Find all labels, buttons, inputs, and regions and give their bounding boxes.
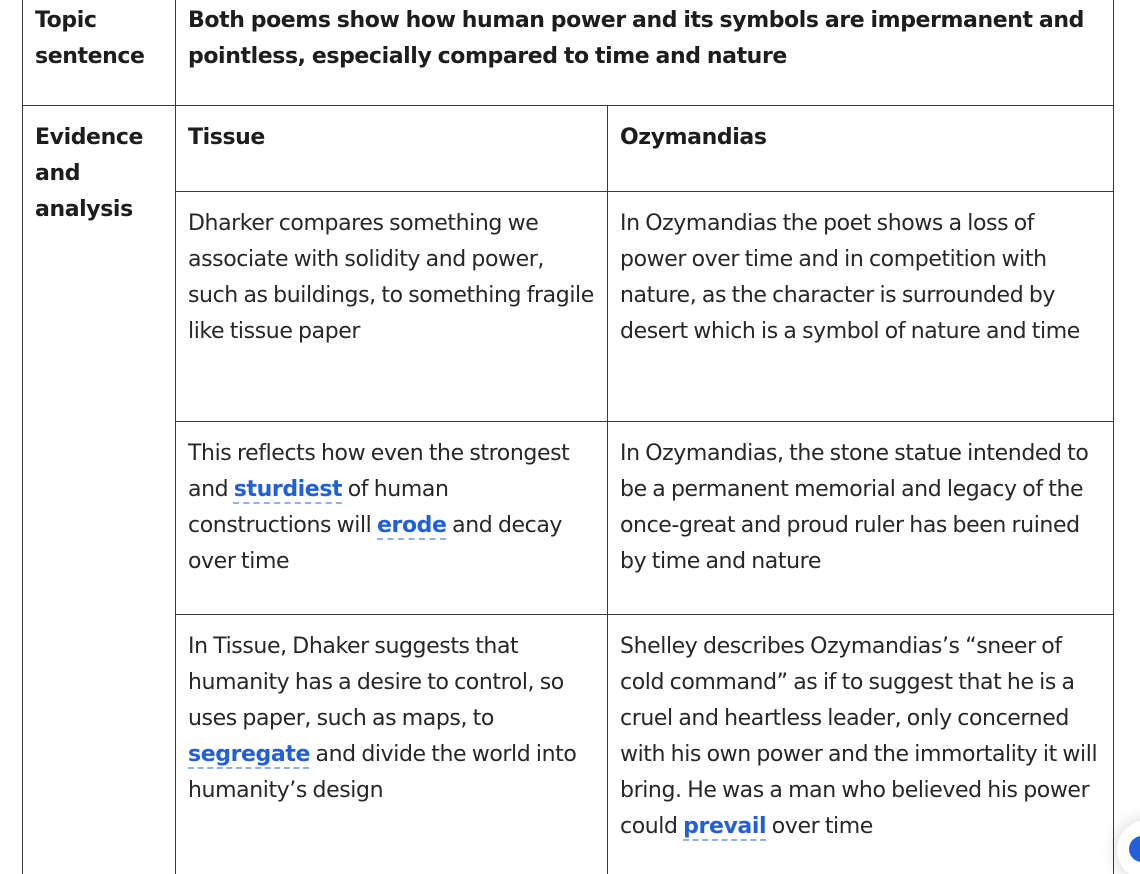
ozymandias-point-2: In Ozymandias, the stone statue intended to be a permanent memorial and legacy of the once-great and proud ruler has been ruined by time and nature [608, 422, 1114, 615]
ozymandias-point-3 [608, 615, 1114, 874]
tissue-point-2 [176, 422, 608, 615]
poem-header-row [23, 106, 1114, 192]
topic-sentence-label: Topic sentence [23, 0, 176, 106]
topic-row [23, 0, 1114, 106]
table-row [23, 192, 1114, 422]
cell-text: over time [766, 814, 873, 839]
keyword-link-segregate[interactable]: segregate [188, 742, 310, 767]
essay-plan-table [22, 0, 1114, 874]
table-row [23, 422, 1114, 615]
topic-sentence-text: Both poems show how human power and its symbols are impermanent and pointless, especially compared to time and nature [176, 0, 1114, 106]
keyword-link-prevail[interactable]: prevail [683, 814, 767, 839]
ozymandias-header: Ozymandias [608, 106, 1114, 192]
cell-text: and divide the world into humanity’s design [188, 742, 577, 803]
tissue-header: Tissue [176, 106, 608, 192]
cell-text: In Tissue, Dhaker suggests that humanity has a desire to control, so uses paper, such as maps, to [188, 634, 564, 731]
cell-text: and decay over time [188, 513, 563, 574]
chat-widget-button[interactable] [1117, 820, 1140, 874]
chat-bubble-icon [1129, 836, 1140, 862]
ozymandias-point-1: In Ozymandias the poet shows a loss of power over time and in competition with nature, as the character is surrounded by desert which is a symbol of nature and time [608, 192, 1114, 422]
tissue-point-3 [176, 615, 608, 874]
evidence-analysis-label: Evidence and analysis [23, 106, 176, 874]
table-row [23, 615, 1114, 874]
cell-text: of human constructions will [188, 477, 449, 538]
cell-text: Shelley describes Ozymandias’s “sneer of cold command” as if to suggest that he is a cruel and heartless leader, only concerned with his own power and the immortality it will bring. He was a man who believed his power could [620, 634, 1098, 839]
keyword-link-erode[interactable]: erode [377, 513, 447, 538]
tissue-point-1: Dharker compares something we associate with solidity and power, such as buildings, to something fragile like tissue paper [176, 192, 608, 422]
cell-text: This reflects how even the strongest and [188, 441, 570, 502]
keyword-link-sturdiest[interactable]: sturdiest [233, 477, 343, 502]
